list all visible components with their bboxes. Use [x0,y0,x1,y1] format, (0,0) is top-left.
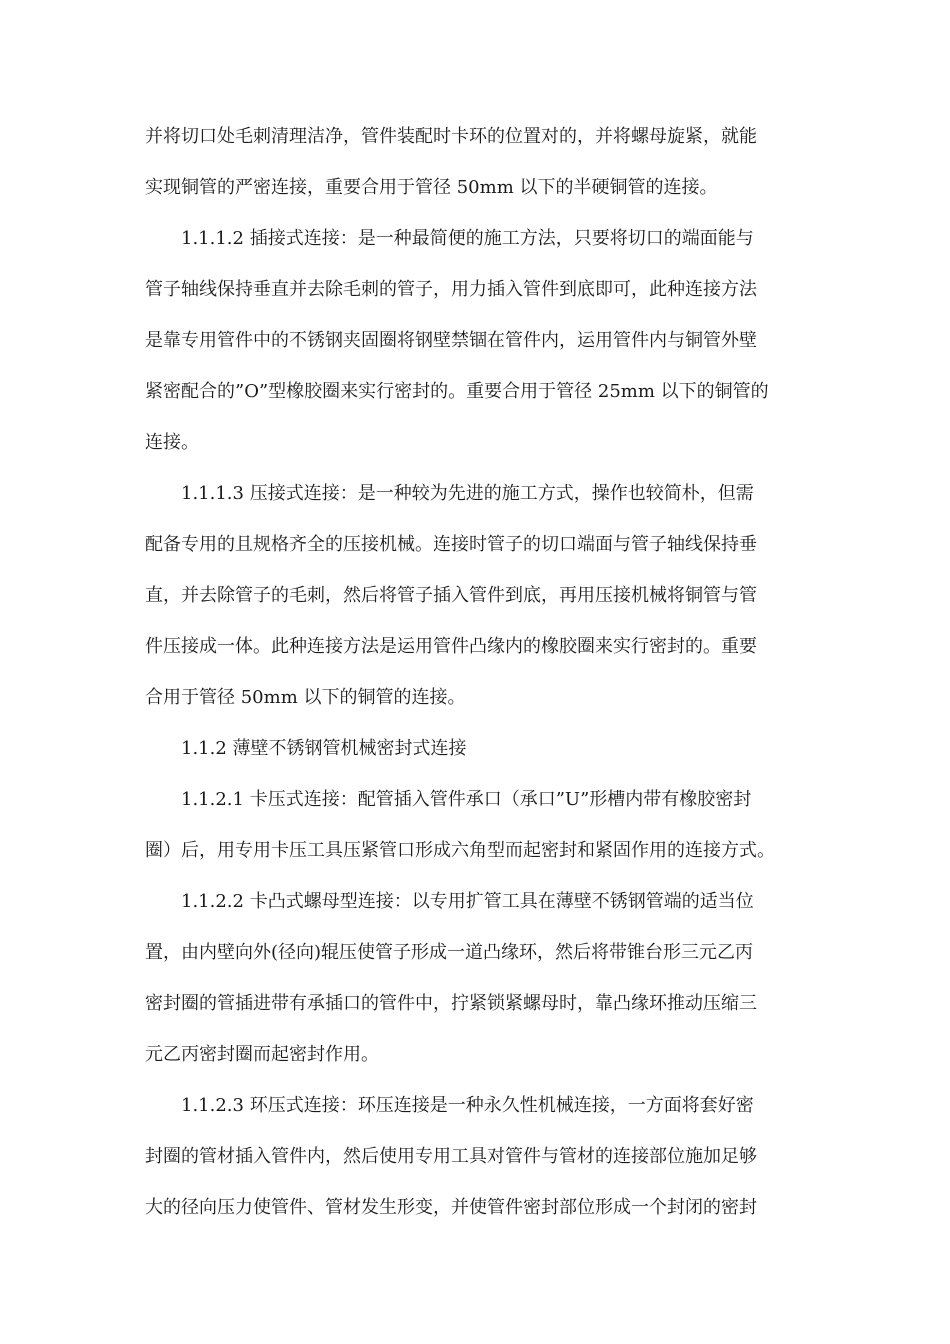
section-title: 1.1.2 薄壁不锈钢管机械密封式连接 [181,738,467,759]
section-heading-line: 1.1.1.2 插接式连接：是一种最简便的施工方法，只要将切口的端面能与 [181,228,754,249]
text-line: 大的径向压力使管件、管材发生形变，并使管件密封部位形成一个封闭的密封 [145,1197,757,1218]
section-heading-line: 1.1.1.3 压接式连接：是一种较为先进的施工方式，操作也较简朴，但需 [181,483,754,504]
text-line: 紧密配合的”O”型橡胶圈来实行密封的。重要合用于管径 25mm 以下的铜管的 [145,381,769,402]
text-line: 实现铜管的严密连接，重要合用于管径 50mm 以下的半硬铜管的连接。 [145,177,718,198]
text-line: 元乙丙密封圈而起密封作用。 [145,1044,379,1065]
section-heading-line: 1.1.2.1 卡压式连接：配管插入管件承口（承口”U”形槽内带有橡胶密封 [181,789,752,810]
section-heading-line: 1.1.2.3 环压式连接：环压连接是一种永久性机械连接，一方面将套好密 [181,1095,754,1116]
text-line: 配备专用的且规格齐全的压接机械。连接时管子的切口端面与管子轴线保持垂 [145,534,757,555]
text-line: 密封圈的管插进带有承插口的管件中，拧紧锁紧螺母时，靠凸缘环推动压缩三 [145,993,757,1014]
text-line: 直，并去除管子的毛刺，然后将管子插入管件到底，再用压接机械将铜管与管 [145,585,757,606]
text-line: 件压接成一体。此种连接方法是运用管件凸缘内的橡胶圈来实行密封的。重要 [145,636,757,657]
text-line: 是靠专用管件中的不锈钢夹固圈将钢壁禁锢在管件内，运用管件内与铜管外壁 [145,330,757,351]
text-line: 合用于管径 50mm 以下的铜管的连接。 [145,687,466,708]
section-heading-line: 1.1.2.2 卡凸式螺母型连接：以专用扩管工具在薄壁不锈钢管端的适当位 [181,891,754,912]
text-line: 连接。 [145,432,199,453]
document-body [145,118,805,1240]
text-line: 置，由内壁向外(径向)辊压使管子形成一道凸缘环，然后将带锥台形三元乙丙 [145,942,754,963]
text-line: 并将切口处毛刺清理洁净，管件装配时卡环的位置对的，并将螺母旋紧，就能 [145,126,757,147]
text-line: 封圈的管材插入管件内，然后使用专用工具对管件与管材的连接部位施加足够 [145,1146,757,1167]
text-line: 圈）后，用专用卡压工具压紧管口形成六角型而起密封和紧固作用的连接方式。 [145,840,775,861]
text-line: 管子轴线保持垂直并去除毛刺的管子，用力插入管件到底即可，此种连接方法 [145,279,757,300]
